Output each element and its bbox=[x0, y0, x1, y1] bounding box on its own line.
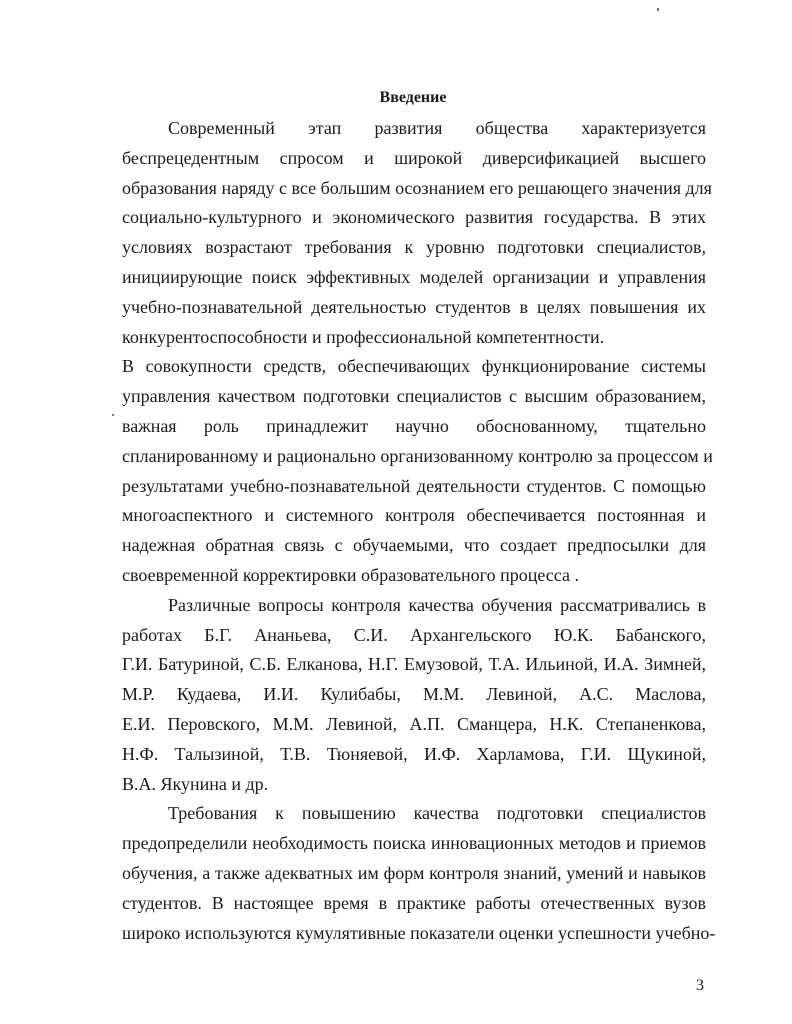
text-line: В совокупности средств, обеспечивающих функционирование системы bbox=[122, 356, 706, 377]
text-line: спланированному и рационально организованному контролю за процессом и bbox=[122, 445, 713, 466]
text-line: Современный этап развития общества характеризуется bbox=[168, 118, 706, 138]
text-line: инициирующие поиск эффективных моделей организации и управления bbox=[122, 266, 706, 287]
text-line: управления качеством подготовки специалистов с высшим образованием, bbox=[122, 386, 706, 407]
body-text bbox=[122, 114, 716, 948]
scan-speck bbox=[657, 8, 659, 11]
text-line: широко используются кумулятивные показатели оценки успешности учебно- bbox=[122, 922, 716, 943]
text-line: студентов. В настоящее время в практике работы отечественных вузов bbox=[122, 892, 706, 913]
text-line: учебно-познавательной деятельностью студентов в целях повышения их bbox=[122, 296, 706, 317]
text-line: Е.И. Перовского, М.М. Левиной, А.П. Сманцера, Н.К. Степаненкова, bbox=[122, 713, 706, 734]
text-line: условиях возрастают требования к уровню подготовки специалистов, bbox=[122, 237, 706, 258]
text-line: Различные вопросы контроля качества обучения рассматривались в bbox=[168, 594, 706, 615]
text-line: Требования к повышению качества подготовки специалистов bbox=[168, 803, 706, 824]
text-line: своевременной корректировки образовательного процесса . bbox=[122, 564, 579, 585]
text-line: многоаспектного и системного контроля обеспечивается постоянная и bbox=[122, 505, 706, 526]
text-line: конкурентоспособности и профессиональной компетентности. bbox=[122, 326, 605, 347]
text-line: работах Б.Г. Ананьева, С.И. Архангельского Ю.К. Бабанского, bbox=[122, 624, 706, 645]
scan-speck bbox=[112, 414, 114, 416]
page-number: 3 bbox=[696, 977, 704, 994]
text-line: беспрецедентным спросом и широкой диверсификацией высшего bbox=[122, 147, 706, 168]
text-line: Н.Ф. Талызиной, Т.В. Тюняевой, И.Ф. Харламова, Г.И. Щукиной, bbox=[122, 743, 706, 764]
section-heading: Введение bbox=[379, 89, 447, 106]
text-line: предопределили необходимость поиска инновационных методов и приемов bbox=[122, 833, 706, 854]
text-line: социально-культурного и экономического развития государства. В этих bbox=[122, 207, 706, 228]
text-line: обучения, а также адекватных им форм контроля знаний, умений и навыков bbox=[122, 862, 706, 883]
text-line: важная роль принадлежит научно обоснованному, тщательно bbox=[122, 415, 706, 436]
text-line: результатами учебно-познавательной деятельности студентов. С помощью bbox=[122, 475, 706, 496]
text-line: Г.И. Батуриной, С.Б. Елканова, Н.Г. Емузовой, Т.А. Ильиной, И.А. Зимней, bbox=[122, 654, 706, 675]
text-line: образования наряду с все большим осознанием его решающего значения для bbox=[122, 177, 712, 198]
text-line: М.Р. Кудаева, И.И. Кулибабы, М.М. Левиной, А.С. Маслова, bbox=[122, 684, 706, 705]
text-line: В.А. Якунина и др. bbox=[122, 773, 269, 794]
text-line: надежная обратная связь с обучаемыми, что создает предпосылки для bbox=[122, 535, 706, 556]
